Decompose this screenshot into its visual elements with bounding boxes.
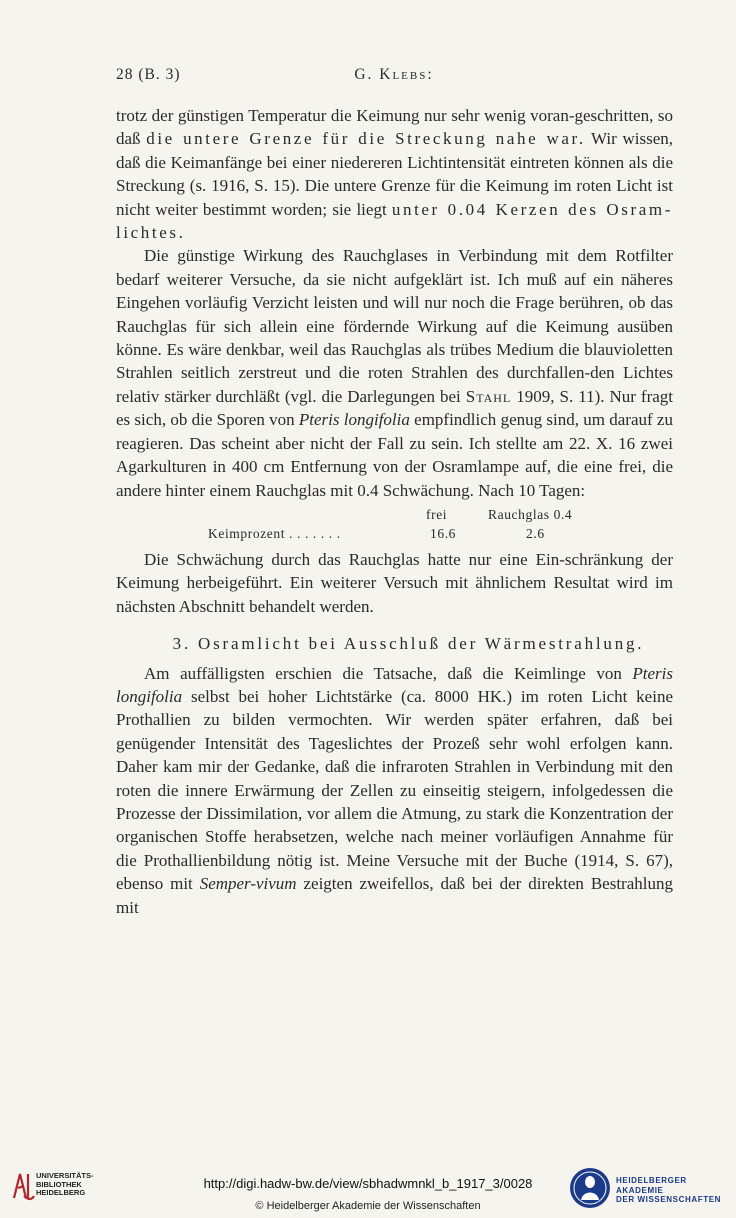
text-run: Semper-vivum <box>199 874 297 894</box>
text-run: 1909, S. 11). Nur fragt es sich, ob die Sporen von <box>116 386 673 430</box>
text-run: Am auffälligsten erschien die Tatsache, daß die Keimlinge von <box>144 663 633 683</box>
page-number: 28 (B. 3) <box>116 66 181 83</box>
text-run: die untere Grenze für die Streckung nahe war. <box>146 129 586 149</box>
body-text <box>116 104 673 919</box>
academy-name <box>616 1176 736 1205</box>
table-row-label: Keimprozent . . . . . . . <box>208 525 341 541</box>
paragraph <box>116 244 673 501</box>
text-run: empfindlich genug sind, um darauf zu reagieren. Das scheint aber nicht der Fall zu sein. Ich stellte am 22. X. 16 zwei Agarkulturen in 400 cm Entfernung von der Osramlampe auf, die eine frei, die andere hinter einem Rauchglas mit 0.4 Schwächung. Nach 10 Tagen: <box>116 410 673 500</box>
footer <box>0 1158 736 1218</box>
text-run: Die Schwächung durch das Rauchglas hatte nur eine Ein-schränkung der Keimung herbeigeführt. Ein weiterer Versuch mit ähnlichem Resultat wird im nächsten Abschnitt behandelt werden. <box>116 549 673 616</box>
library-line-2: BIBLIOTHEK <box>36 1179 82 1189</box>
paragraph <box>116 104 673 244</box>
table-value-frei: 16.6 <box>430 525 457 541</box>
text-run: Die günstige Wirkung des Rauchglases in Verbindung mit dem Rotfilter bedarf weiterer Versuche, da sie nicht aufgeklärt ist. Ich muß auf ein näheres Eingehen vorläufig Verzicht leisten und will nur noch die Frage berühren, ob das Rauchglas für sich allein eine fördernde Wirkung auf die Keimung ausüben könne. Es wäre denkbar, weil das Rauchglas als trübes Medium die blauvioletten Strahlen seitlich zerstreut und die roten Strahlen des durchfallen-den Lichtes relativ stärker durchläßt (vgl. die Darlegungen bei <box>116 246 673 406</box>
academy-line-2: DER WISSENSCHAFTEN <box>616 1195 722 1204</box>
text-run: Stahl <box>465 386 512 406</box>
running-title: G. Klebs: <box>354 66 434 83</box>
text-run: Pteris longifolia <box>298 410 410 430</box>
text-run: Wir wissen, daß die Keimanfänge bei einer niedereren Lichtintensität eintreten können als die Streckung (s. 1916, S. 15). Die untere Grenze für die Keimung im roten Licht ist nicht weiter bestimmt worden; sie liegt <box>116 129 674 219</box>
academy-line-1: HEIDELBERGER AKADEMIE <box>616 1176 687 1195</box>
source-url[interactable]: http://digi.hadw-bw.de/view/sbhadwmnkl_b_1917_3/0028 <box>203 1176 533 1191</box>
table-header-frei: frei <box>426 506 448 522</box>
text-run: trotz der günstigen Temperatur die Keimung nur sehr wenig voran-geschritten, so daß <box>116 106 673 149</box>
text-run: zeigten zweifellos, daß bei der direkten Bestrahlung mit <box>116 874 673 917</box>
text-run: unter 0.04 Kerzen des Osram-lichtes. <box>116 199 673 243</box>
results-table <box>116 506 673 544</box>
page-header <box>116 66 672 90</box>
section-heading: 3. Osramlicht bei Ausschluß der Wärmestrahlung. <box>172 634 645 654</box>
library-line-1: UNIVERSITÄTS- <box>36 1171 94 1180</box>
academy-seal-icon <box>568 1166 612 1210</box>
table-value-rauchglas: 2.6 <box>526 525 545 541</box>
paragraph <box>116 548 673 618</box>
text-run: Pteris longifolia <box>116 663 673 706</box>
copyright-notice: © Heidelberger Akademie der Wissenschaften <box>255 1200 481 1212</box>
paragraph <box>116 662 673 919</box>
text-run: selbst bei hoher Lichtstärke (ca. 8000 HK.) im roten Licht keine Prothallien zu bilden vermochten. Wir werden später erfahren, daß bei genügender Intensität des Tageslichtes der Prozeß sehr wohl erfolgen kann. Daher kam mir der Gedanke, daß die infraroten Strahlen in Verbindung mit den roten die innere Erwärmung der Zellen zu einseitig steigern, infolgedessen die Prozesse der Dissimilation, vor allem die Atmung, zu stark die Konzentration der organischen Stoffe herabsetzen, welche nach meiner vorläufigen Annahme für die Prothallienbildung nötig ist. Meine Versuche mit der Buche (1914, S. 67), ebenso mit <box>116 686 673 894</box>
table-header-rauchglas: Rauchglas 0.4 <box>488 506 573 522</box>
library-line-3: HEIDELBERG <box>36 1188 86 1197</box>
